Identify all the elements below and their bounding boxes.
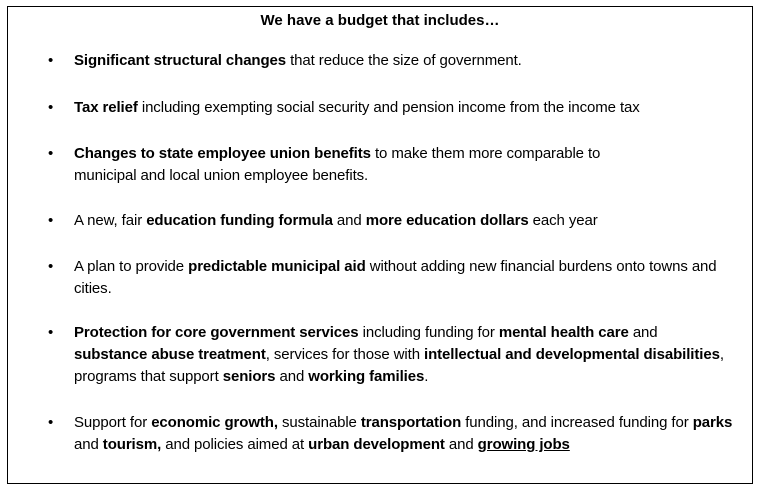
emphasis-text: education funding formula [146, 212, 333, 229]
bullet-icon: • [48, 99, 54, 116]
bullet-icon: • [48, 258, 54, 275]
emphasis-text: Changes to state employee union benefits [74, 145, 371, 162]
body-text: . [424, 368, 429, 385]
body-text: sustainable [277, 414, 361, 431]
list-item-text [74, 210, 734, 232]
emphasis-text: urban development [308, 436, 445, 453]
emphasis-text: more education dollars [365, 212, 529, 229]
emphasis-text: working families [308, 368, 425, 385]
body-text: and [275, 368, 309, 385]
body-text: and [628, 324, 658, 341]
emphasis-text: growing jobs [477, 436, 570, 453]
emphasis-text: seniors [222, 368, 276, 385]
body-text: A plan to provide [74, 258, 189, 275]
emphasis-text: predictable municipal aid [188, 258, 366, 275]
page-title: We have a budget that includes… [260, 12, 500, 29]
body-text: including funding for [358, 324, 499, 341]
emphasis-text: Protection for core government services [74, 324, 359, 341]
body-text: and [332, 212, 366, 229]
emphasis-text: tourism, [102, 436, 162, 453]
body-text: and [444, 436, 478, 453]
body-text: and [74, 436, 103, 453]
emphasis-text: transportation [360, 414, 462, 431]
document-frame [7, 6, 753, 484]
body-text: including exempting social security and pension income from the income tax [137, 99, 640, 116]
list-item-text [74, 50, 734, 72]
emphasis-text: parks [692, 414, 733, 431]
body-text: , services for those with [265, 346, 425, 363]
list-item-text [74, 143, 666, 187]
bullet-icon: • [48, 324, 54, 341]
body-text: and policies aimed at [161, 436, 309, 453]
bullet-icon: • [48, 145, 54, 162]
body-text: funding, and increased funding for [461, 414, 693, 431]
emphasis-text: mental health care [498, 324, 629, 341]
bullet-icon: • [48, 52, 54, 69]
body-text: Support for [74, 414, 152, 431]
list-item-text [74, 412, 734, 456]
list-item-text [74, 256, 734, 300]
list-item-text [74, 97, 734, 119]
bullet-icon: • [48, 414, 54, 431]
body-text: , programs that support [74, 346, 724, 385]
emphasis-text: intellectual and developmental disabilities [424, 346, 720, 363]
body-text: without adding new financial burdens onto towns and cities. [74, 258, 717, 297]
list-item-text [74, 322, 734, 388]
body-text: that reduce the size of government. [286, 52, 522, 69]
bullet-icon: • [48, 212, 54, 229]
emphasis-text: economic growth, [151, 414, 278, 431]
body-text: A new, fair [74, 212, 147, 229]
emphasis-text: substance abuse treatment [74, 346, 266, 363]
emphasis-text: Significant structural changes [74, 52, 287, 69]
body-text: to make them more comparable to municipal and local union employee benefits. [74, 145, 601, 184]
body-text: each year [528, 212, 598, 229]
emphasis-text: Tax relief [74, 99, 138, 116]
